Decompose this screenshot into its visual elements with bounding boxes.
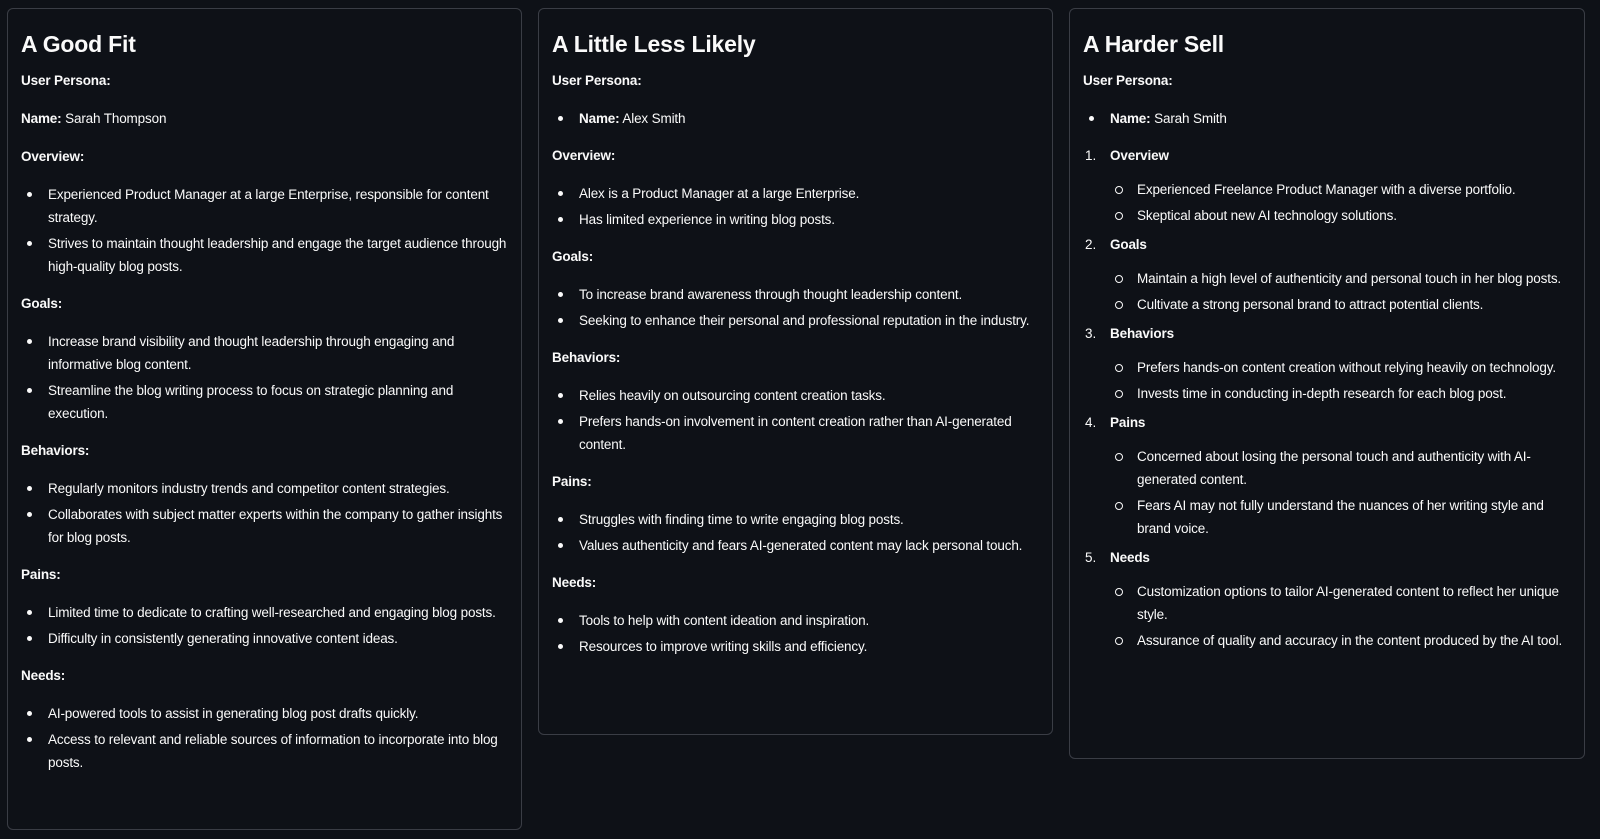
section-needs bbox=[1083, 546, 1571, 652]
persona-name bbox=[21, 107, 508, 131]
pains-list bbox=[1110, 445, 1571, 540]
list-item: Regularly monitors industry trends and competitor content strategies. bbox=[21, 477, 508, 500]
section-label-pains: Pains: bbox=[21, 567, 61, 582]
list-item: Access to relevant and reliable sources of information to incorporate into blog posts. bbox=[21, 728, 508, 774]
section-behaviors bbox=[1083, 322, 1571, 405]
section-label-behaviors: Behaviors: bbox=[552, 350, 621, 365]
overview-list bbox=[552, 182, 1039, 231]
overview-list bbox=[21, 183, 508, 278]
persona-name-list bbox=[552, 107, 1039, 130]
section-label-goals: Goals: bbox=[552, 249, 594, 264]
name-label: Name: bbox=[1110, 111, 1151, 126]
list-item: Invests time in conducting in-depth research for each blog post. bbox=[1110, 382, 1571, 405]
goals-list bbox=[21, 330, 508, 425]
persona-card-harder-sell bbox=[1069, 8, 1585, 759]
list-item: Has limited experience in writing blog posts. bbox=[552, 208, 1039, 231]
section-label-overview: Overview: bbox=[21, 149, 85, 164]
name-label: Name: bbox=[21, 111, 62, 126]
list-item: Resources to improve writing skills and efficiency. bbox=[552, 635, 1039, 658]
section-label: Pains bbox=[1110, 415, 1146, 430]
list-item: To increase brand awareness through thought leadership content. bbox=[552, 283, 1039, 306]
numbered-sections bbox=[1083, 144, 1571, 652]
list-item: Relies heavily on outsourcing content creation tasks. bbox=[552, 384, 1039, 407]
list-item: Assurance of quality and accuracy in the content produced by the AI tool. bbox=[1110, 629, 1571, 652]
goals-list bbox=[552, 283, 1039, 332]
needs-list bbox=[1110, 580, 1571, 652]
pains-list bbox=[552, 508, 1039, 557]
section-number: 4. bbox=[1085, 415, 1097, 430]
persona-card-good-fit bbox=[7, 8, 522, 830]
goals-list bbox=[1110, 267, 1571, 316]
list-item: Strives to maintain thought leadership and engage the target audience through high-quality blog posts. bbox=[21, 232, 508, 278]
card-title: A Harder Sell bbox=[1083, 31, 1224, 57]
list-item: Experienced Product Manager at a large Enterprise, responsible for content strategy. bbox=[21, 183, 508, 229]
section-label-needs: Needs: bbox=[552, 575, 597, 590]
behaviors-list bbox=[21, 477, 508, 549]
list-item: Prefers hands-on involvement in content creation rather than AI-generated content. bbox=[552, 410, 1039, 456]
section-label: Overview bbox=[1110, 148, 1169, 163]
pains-list bbox=[21, 601, 508, 650]
list-item: Difficulty in consistently generating innovative content ideas. bbox=[21, 627, 508, 650]
section-goals bbox=[1083, 233, 1571, 316]
behaviors-list bbox=[552, 384, 1039, 456]
section-label-behaviors: Behaviors: bbox=[21, 443, 90, 458]
needs-list bbox=[21, 702, 508, 774]
persona-label: User Persona: bbox=[1083, 73, 1173, 88]
name-value: Alex Smith bbox=[619, 111, 686, 126]
list-item: Alex is a Product Manager at a large Enterprise. bbox=[552, 182, 1039, 205]
card-title: A Good Fit bbox=[21, 31, 136, 57]
list-item: Customization options to tailor AI-generated content to reflect her unique style. bbox=[1110, 580, 1571, 626]
section-label: Behaviors bbox=[1110, 326, 1174, 341]
overview-list bbox=[1110, 178, 1571, 227]
persona-name bbox=[552, 107, 1039, 130]
list-item: Tools to help with content ideation and inspiration. bbox=[552, 609, 1039, 632]
section-number: 3. bbox=[1085, 326, 1097, 341]
list-item: Increase brand visibility and thought leadership through engaging and informative blog content. bbox=[21, 330, 508, 376]
section-number: 5. bbox=[1085, 550, 1097, 565]
section-overview bbox=[1083, 144, 1571, 227]
section-label: Goals bbox=[1110, 237, 1147, 252]
list-item: Struggles with finding time to write engaging blog posts. bbox=[552, 508, 1039, 531]
list-item: Maintain a high level of authenticity and personal touch in her blog posts. bbox=[1110, 267, 1571, 290]
needs-list bbox=[552, 609, 1039, 658]
name-value: Sarah Smith bbox=[1150, 111, 1227, 126]
name-value: Sarah Thompson bbox=[61, 111, 167, 126]
list-item: Streamline the blog writing process to focus on strategic planning and execution. bbox=[21, 379, 508, 425]
list-item: Prefers hands-on content creation without relying heavily on technology. bbox=[1110, 356, 1571, 379]
list-item: Fears AI may not fully understand the nuances of her writing style and brand voice. bbox=[1110, 494, 1571, 540]
persona-label: User Persona: bbox=[552, 73, 642, 88]
section-label: Needs bbox=[1110, 550, 1150, 565]
section-number: 1. bbox=[1085, 148, 1097, 163]
section-pains bbox=[1083, 411, 1571, 540]
list-item: Skeptical about new AI technology solutions. bbox=[1110, 204, 1571, 227]
persona-name bbox=[1083, 107, 1571, 130]
section-label-goals: Goals: bbox=[21, 296, 63, 311]
section-label-needs: Needs: bbox=[21, 668, 66, 683]
persona-card-less-likely bbox=[538, 8, 1053, 735]
section-number: 2. bbox=[1085, 237, 1097, 252]
list-item: AI-powered tools to assist in generating blog post drafts quickly. bbox=[21, 702, 508, 725]
list-item: Cultivate a strong personal brand to attract potential clients. bbox=[1110, 293, 1571, 316]
behaviors-list bbox=[1110, 356, 1571, 405]
list-item: Experienced Freelance Product Manager with a diverse portfolio. bbox=[1110, 178, 1571, 201]
section-label-overview: Overview: bbox=[552, 148, 616, 163]
name-label: Name: bbox=[579, 111, 620, 126]
list-item: Seeking to enhance their personal and professional reputation in the industry. bbox=[552, 309, 1039, 332]
list-item: Collaborates with subject matter experts within the company to gather insights for blog posts. bbox=[21, 503, 508, 549]
list-item: Limited time to dedicate to crafting well-researched and engaging blog posts. bbox=[21, 601, 508, 624]
list-item: Concerned about losing the personal touch and authenticity with AI-generated content. bbox=[1110, 445, 1571, 491]
card-title: A Little Less Likely bbox=[552, 31, 756, 57]
persona-label: User Persona: bbox=[21, 73, 111, 88]
list-item: Values authenticity and fears AI-generated content may lack personal touch. bbox=[552, 534, 1039, 557]
section-label-pains: Pains: bbox=[552, 474, 592, 489]
persona-name-list bbox=[1083, 107, 1571, 130]
